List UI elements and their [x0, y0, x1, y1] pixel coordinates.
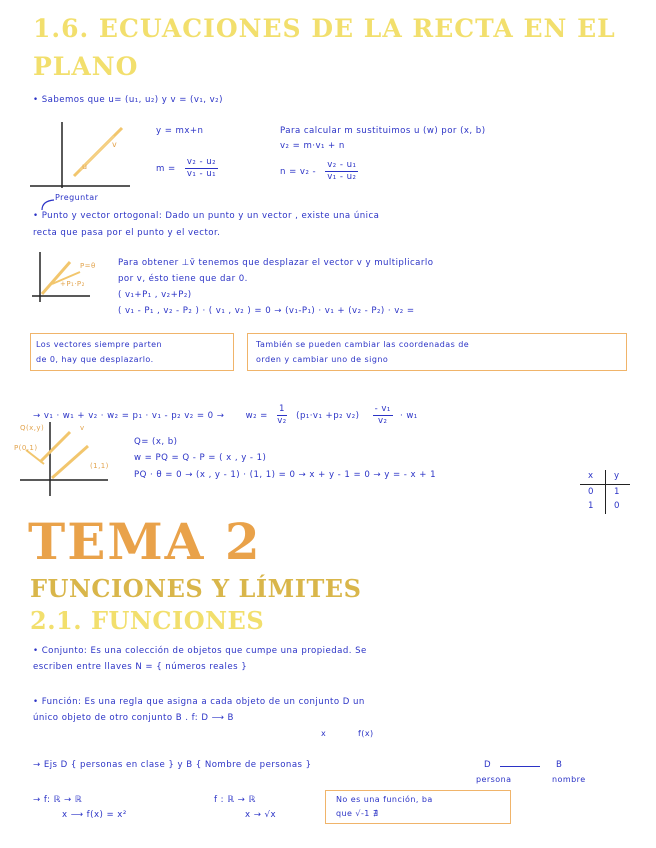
sketch-p2-label: +P₁·P₂ [60, 280, 85, 288]
xy-table [580, 470, 630, 514]
w2-label: w₂ = [245, 411, 268, 421]
fdef-mid-line2: x → √x [245, 810, 277, 820]
n-numerator: v₂ - u₁ [327, 160, 357, 170]
example-line1: Q= (x, b) [134, 437, 178, 447]
example-line2: w = PQ = Q - P = ( x , y - 1) [134, 453, 267, 463]
sketch-q-label: Q(x,y) [20, 424, 45, 432]
dot-line-tail: · w₁ [399, 411, 418, 421]
para-line1: Para calcular m sustituimos u (w) por (x, b) [280, 126, 486, 136]
ejemplo-nombre: nombre [552, 775, 586, 784]
n-denominator: v₁ - u₂ [327, 172, 357, 182]
funcion-line1: • Función: Es una regla que asigna a cada objeto de un conjunto D un [33, 697, 365, 707]
fdef-left-line1: → f: ℝ → ℝ [33, 795, 83, 805]
note-right-line2: orden y cambiar uno de signo [256, 355, 389, 364]
example-line3: PQ · θ = 0 → (x , y - 1) · (1, 1) = 0 → x + y - 1 = 0 → y = - x + 1 [134, 470, 437, 480]
funcion-line3-fx: f(x) [358, 729, 374, 738]
xy-table-hline [580, 484, 630, 485]
sketch-u-label: u [82, 162, 88, 171]
f2-numerator: - v₁ [374, 404, 391, 414]
tema-title: TEMA 2 [28, 512, 262, 571]
fdef-mid-line1: f : ℝ → ℝ [214, 795, 256, 805]
xy-row1-x: 0 [588, 487, 594, 497]
punto-vector-line1: • Punto y vector ortogonal: Dado un punto y un vector , existe una única [33, 211, 380, 221]
sketch-w-label-ex: v [80, 424, 85, 432]
fdef-note-box [325, 790, 511, 824]
dot-line-a: → v₁ · w₁ + v₂ · w₂ = p₁ · v₁ - p₂ v₂ = 0 → [33, 411, 225, 421]
n-lhs: n = v₂ - [280, 167, 317, 177]
para-line2: v₂ = m·v₁ + n [280, 141, 345, 151]
ejemplo-persona: persona [476, 775, 512, 784]
eq-m [156, 157, 218, 180]
dot-line-mid: (p₁·v₁ +p₂ v₂) [296, 411, 360, 421]
note-box-right [247, 333, 627, 371]
punto-vector-line2: recta que pasa por el punto y el vector. [33, 228, 221, 238]
f2-denominator: v₂ [377, 416, 388, 426]
xy-head-y: y [614, 471, 620, 481]
f1-denominator: v₂ [277, 416, 287, 426]
m-denominator: v₁ - u₁ [186, 169, 216, 179]
ortho-line4: ( v₁ - P₁ , v₂ - P₂ ) · ( v₁ , v₂ ) = 0 → (v₁-P₁) · v₁ + (v₂ - P₂) · v₂ = [118, 306, 415, 316]
sketch-v-label: v [112, 140, 118, 149]
xy-row1-y: 1 [614, 487, 620, 497]
section-title-line2: PLANO [33, 52, 139, 81]
xy-table-vline [605, 470, 606, 514]
sketch-p-label: P=θ [80, 262, 96, 270]
ortho-line3: ( v₁+P₁ , v₂+P₂) [118, 290, 192, 300]
ejemplo-d: D [484, 760, 492, 770]
preguntar-note: Preguntar [55, 193, 99, 202]
sketch-v-label-ex: (1,1) [90, 462, 109, 470]
eq-n [280, 160, 358, 183]
ejemplo-arrow [500, 766, 540, 767]
eq-line-y: y = mx+n [156, 126, 204, 136]
sketch-vectors-1 [30, 118, 170, 198]
ortho-line1: Para obtener ⊥v̄ tenemos que desplazar el vector v y multiplicarlo [118, 258, 434, 268]
note-right-line1: También se pueden cambiar las coordenadas de [256, 340, 470, 349]
m-numerator: v₂ - u₂ [186, 157, 216, 167]
fdef-box-line2: que √-1 ∄ [336, 809, 379, 818]
ortho-line2: por v, ésto tiene que dar 0. [118, 274, 248, 284]
ejemplo-line1: → Ejs D { personas en clase } y B { Nombre de personas } [33, 760, 312, 770]
subsection-title: 2.1. FUNCIONES [30, 606, 265, 635]
section-title-line1: 1.6. ECUACIONES DE LA RECTA EN EL [33, 14, 616, 43]
funciones-title: FUNCIONES Y LÍMITES [30, 574, 362, 603]
sketch-p-label-ex: P(0,1) [14, 444, 38, 452]
funcion-line2: único objeto de otro conjunto B . f: D ⟶ B [33, 713, 234, 723]
sketch-example [18, 420, 128, 500]
fdef-left-line2: x ⟶ f(x) = x² [62, 810, 127, 820]
funcion-line3-x: x [321, 729, 327, 738]
xy-head-x: x [588, 471, 594, 481]
f1-numerator: 1 [279, 404, 285, 414]
conjunto-line2: escriben entre llaves N = { números reales } [33, 662, 248, 672]
xy-row2-y: 0 [614, 501, 620, 511]
note-box-left [30, 333, 234, 371]
m-lhs: m = [156, 164, 176, 174]
note-left-line2: de 0, hay que desplazarlo. [36, 355, 154, 364]
bullet-sabemos: • Sabemos que u= (u₁, u₂) y v = (v₁, v₂) [33, 95, 223, 105]
note-left-line1: Los vectores siempre parten [36, 340, 163, 349]
ejemplo-b: B [556, 760, 563, 770]
conjunto-line1: • Conjunto: Es una colección de objetos que cumpe una propiedad. Se [33, 646, 367, 656]
xy-row2-x: 1 [588, 501, 594, 511]
fdef-box-line1: No es una función, ba [336, 795, 433, 804]
